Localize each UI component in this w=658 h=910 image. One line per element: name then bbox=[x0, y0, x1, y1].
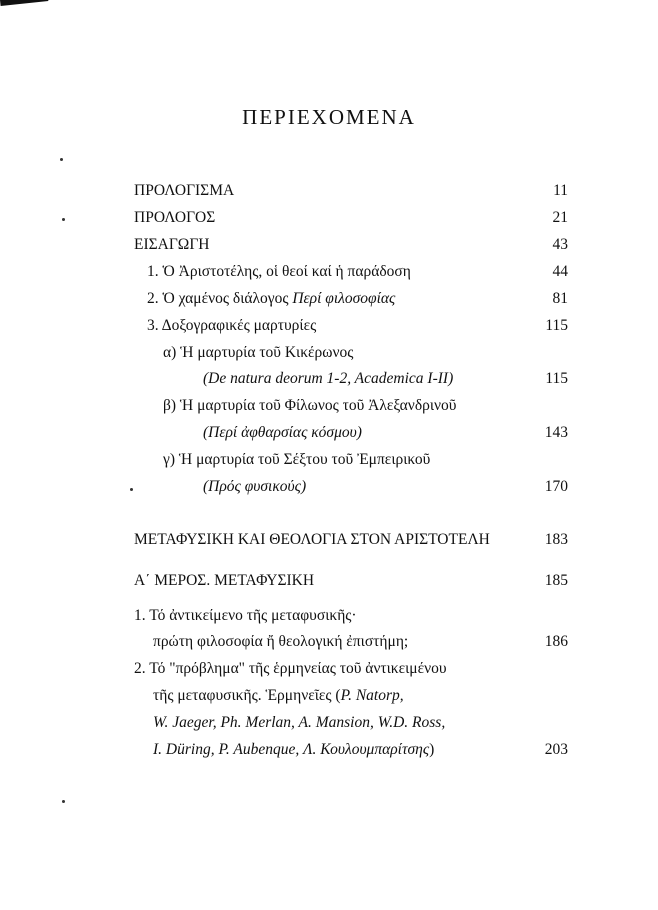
toc-entry: ΠΡΟΛΟΓΟΣ bbox=[134, 209, 216, 226]
toc-page-number: 43 bbox=[552, 236, 568, 253]
toc-entry: 2. Τό "πρόβλημα" τῆς ἑρμηνείας τοῦ ἀντικειμένου bbox=[134, 660, 447, 677]
toc-entry: (Περί ἀφθαρσίας κόσμου) bbox=[203, 424, 362, 441]
toc-entry: β) Ἡ μαρτυρία τοῦ Φίλωνος τοῦ Ἀλεξανδρινοῦ bbox=[163, 397, 457, 414]
toc-entry: 3. Δοξογραφικές μαρτυρίες bbox=[147, 317, 317, 334]
toc-entry bbox=[153, 686, 404, 706]
toc-page-number: 44 bbox=[552, 263, 568, 280]
toc-entry-italic: Περί φιλοσοφίας bbox=[292, 290, 396, 307]
toc-entry: (De natura deorum 1-2, Academica I-II) bbox=[203, 370, 454, 387]
toc-page-number: 203 bbox=[544, 741, 568, 758]
scan-speck bbox=[62, 800, 65, 803]
scan-speck bbox=[62, 218, 65, 221]
toc-entry: α) Ἡ μαρτυρία τοῦ Κικέρωνος bbox=[163, 344, 354, 361]
toc-entry-text: τῆς μεταφυσικῆς. Ἑρμηνεῖες ( bbox=[153, 687, 341, 704]
toc-entry bbox=[153, 740, 434, 760]
page-title: ΠΕΡΙΕΧΟΜΕΝΑ bbox=[242, 105, 416, 129]
toc-entry: W. Jaeger, Ph. Merlan, A. Mansion, W.D. Ross, bbox=[153, 714, 446, 731]
toc-entry: Α΄ ΜΕΡΟΣ. ΜΕΤΑΦΥΣΙΚΗ bbox=[134, 572, 315, 589]
toc-page-number: 185 bbox=[544, 572, 568, 589]
scan-speck bbox=[130, 488, 133, 491]
toc-page-number: 143 bbox=[544, 424, 568, 441]
scan-artifact bbox=[0, 0, 48, 6]
toc-page-number: 186 bbox=[544, 633, 568, 650]
toc-entry: ΠΡΟΛΟΓΙΣΜΑ bbox=[134, 182, 235, 199]
toc-entry-text: 2. Ὁ χαμένος διάλογος bbox=[147, 290, 293, 307]
toc-page-number: 115 bbox=[545, 370, 568, 387]
toc-entry: γ) Ἡ μαρτυρία τοῦ Σέξτου τοῦ Ἐμπειρικοῦ bbox=[163, 451, 431, 468]
toc-entry bbox=[147, 289, 395, 309]
toc-entry: 1. Ὁ Ἀριστοτέλης, οἱ θεοί καί ἡ παράδοση bbox=[147, 263, 411, 280]
toc-page-number: 81 bbox=[552, 290, 568, 307]
toc-page-number: 183 bbox=[544, 531, 568, 548]
toc-entry-text: ) bbox=[429, 741, 435, 758]
toc-entry: ΜΕΤΑΦΥΣΙΚΗ ΚΑΙ ΘΕΟΛΟΓΙΑ ΣΤΟΝ ΑΡΙΣΤΟΤΕΛΗ bbox=[134, 531, 490, 548]
toc-entry: πρώτη φιλοσοφία ἤ θεολογική ἐπιστήμη; bbox=[153, 633, 409, 650]
toc-entry: 1. Τό ἀντικείμενο τῆς μεταφυσικῆς· bbox=[134, 607, 357, 624]
scan-speck bbox=[60, 158, 63, 161]
toc-page-number: 170 bbox=[544, 478, 568, 495]
toc-page-number: 115 bbox=[545, 317, 568, 334]
toc-entry-italic: I. Düring, P. Aubenque, Λ. Κουλουμπαρίτσης bbox=[153, 741, 430, 758]
toc-page-number: 11 bbox=[553, 182, 568, 199]
toc-entry: (Πρός φυσικούς) bbox=[203, 478, 307, 495]
toc-page-number: 21 bbox=[552, 209, 568, 226]
toc-entry-italic: P. Natorp, bbox=[340, 687, 404, 704]
toc-entry: ΕΙΣΑΓΩΓΗ bbox=[134, 236, 210, 253]
